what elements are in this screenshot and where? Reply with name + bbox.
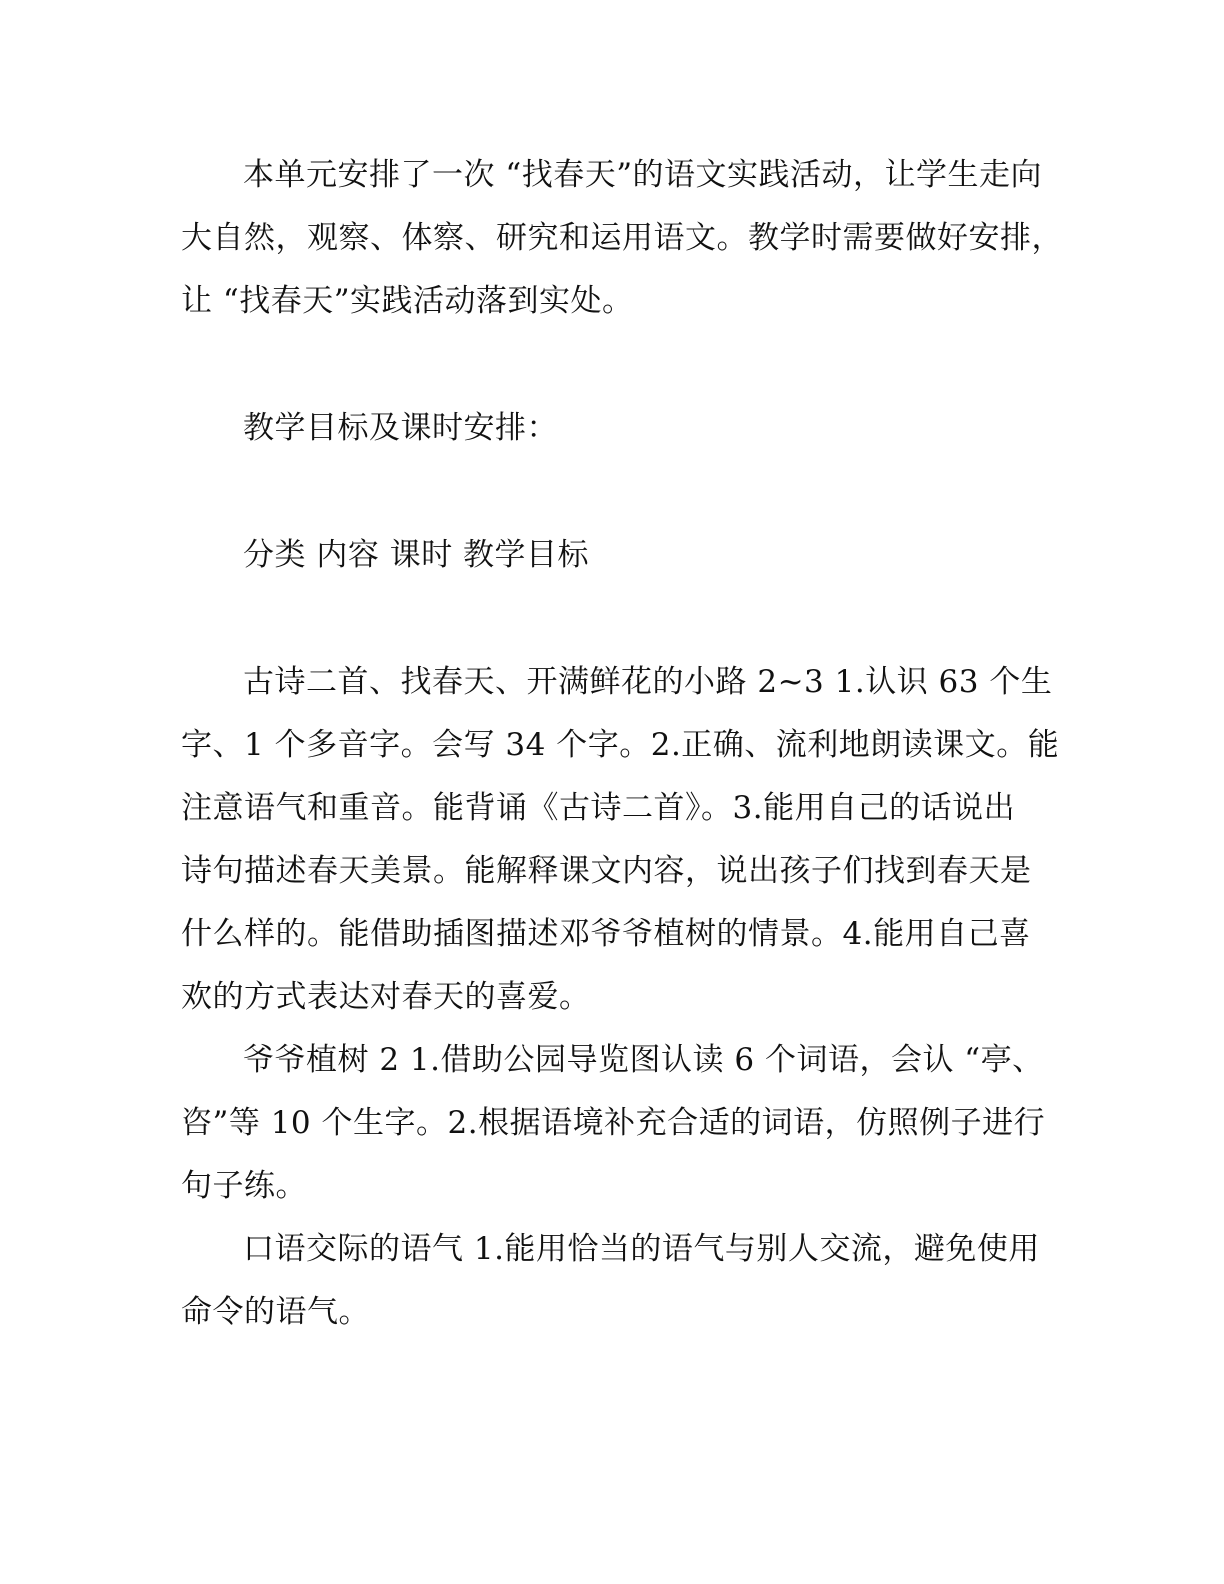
paragraph-6-line-1: 口语交际的语气 1.能用恰当的语气与别人交流，避免使用 [243, 1231, 1040, 1267]
paragraph-5-line-2: 咨”等 10 个生字。2.根据语境补充合适的词语，仿照例子进行 [181, 1105, 1046, 1141]
paragraph-1-line-1: 本单元安排了一次 “找春天”的语文实践活动，让学生走向 [243, 157, 1043, 193]
paragraph-4-line-6: 欢的方式表达对春天的喜爱。 [181, 979, 591, 1015]
paragraph-4-line-3: 注意语气和重音。能背诵《古诗二首》。3.能用自己的话说出 [181, 790, 1016, 826]
paragraph-6-line-2: 命令的语气。 [181, 1294, 370, 1330]
paragraph-1-line-3: 让 “找春天”实践活动落到实处。 [181, 283, 634, 319]
section-heading-objectives: 教学目标及课时安排： [243, 410, 558, 446]
paragraph-4-line-1: 古诗二首、找春天、开满鲜花的小路 2~3 1.认识 63 个生 [243, 664, 1053, 700]
paragraph-4-line-4: 诗句描述春天美景。能解释课文内容，说出孩子们找到春天是 [181, 853, 1032, 889]
paragraph-5-line-3: 句子练。 [181, 1168, 307, 1204]
paragraph-4-line-2: 字、1 个多音字。会写 34 个字。2.正确、流利地朗读课文。能 [181, 727, 1060, 763]
paragraph-4-line-5: 什么样的。能借助插图描述邓爷爷植树的情景。4.能用自己喜 [181, 916, 1031, 952]
table-header-line: 分类 内容 课时 教学目标 [243, 537, 590, 573]
paragraph-1-line-2: 大自然，观察、体察、研究和运用语文。教学时需要做好安排， [181, 220, 1063, 256]
paragraph-5-line-1: 爷爷植树 2 1.借助公园导览图认读 6 个词语，会认 “亭、 [243, 1042, 1044, 1078]
